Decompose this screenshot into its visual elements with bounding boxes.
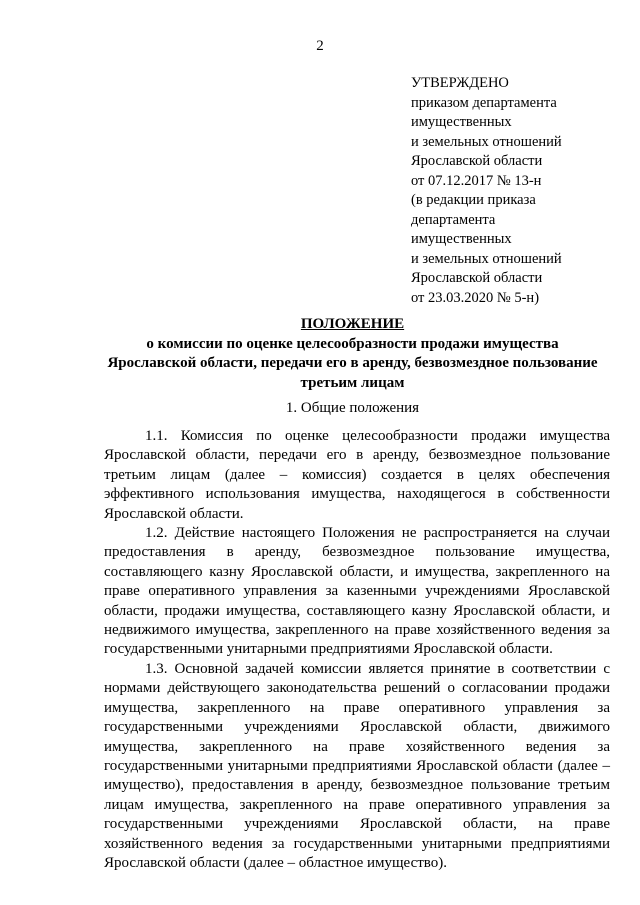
title-main: ПОЛОЖЕНИЕ	[300, 316, 405, 332]
document-title	[100, 315, 605, 393]
section-heading: 1. Общие положения	[285, 400, 420, 416]
approval-line: приказом департамента	[411, 94, 557, 111]
page-number: 2	[316, 38, 324, 54]
approval-line: имущественных	[411, 231, 512, 247]
approval-line: УТВЕРЖДЕНО	[411, 75, 509, 91]
approval-line: и земельных отношений	[411, 133, 562, 150]
approval-stamp	[411, 74, 631, 308]
approval-line: и земельных отношений	[411, 250, 562, 267]
paragraph-1-3: 1.3. Основной задачей комиссии является принятие в соответствии с нормами действующего законодательства решений о согласовании продажи имущества, закрепленного на праве оперативного управления за государственными учреждениями Ярославской области, движимого имущества, закрепленного на праве хозяйственного ведения за государственными унитарными предприятиями Ярославской области (далее – имущество), предоставления в аренду, безвозмездное пользование третьим лицам имущества, закрепленного на праве оперативного управления за государственными учреждениями Ярославской области, на праве хозяйственного ведения за государственными унитарными предприятиями Ярославской области (далее – областное имущество).	[104, 660, 610, 871]
section-body	[104, 427, 610, 873]
paragraph-1-2: 1.2. Действие настоящего Положения не распространяется на случаи предоставления в аренду, безвозмездное пользование имущества, составляющего казну Ярославской области, и имущества, закрепленного на праве оперативного управления за казенными учреждениями Ярославской области, продажи имущества, составляющего казну Ярославской области, и недвижимого имущества, закрепленного на праве хозяйственного ведения за государственными унитарными предприятиями Ярославской области.	[104, 525, 610, 658]
paragraph-1-1: 1.1. Комиссия по оценке целесообразности продажи имущества Ярославской области, передачи его в аренду, безвозмездное пользование третьим лицам (далее – комиссия) создается в целях обеспечения эффективного использования имущества, находящегося в собственности Ярославской области.	[104, 428, 610, 522]
approval-line: (в редакции приказа	[411, 192, 536, 208]
approval-line: от 23.03.2020 № 5-н)	[411, 289, 540, 306]
approval-line: департамента	[411, 211, 496, 228]
approval-line: от 07.12.2017 № 13-н	[411, 172, 542, 189]
approval-line: Ярославской области	[411, 153, 543, 169]
approval-line: имущественных	[411, 114, 512, 130]
approval-line: Ярославской области	[411, 270, 543, 286]
title-subtitle-line: о комиссии по оценке целесообразности продажи имущества	[146, 335, 559, 352]
title-subtitle-line: Ярославской области, передачи его в аренду, безвозмездное пользование	[107, 355, 598, 371]
title-subtitle-line: третьим лицам	[300, 374, 405, 391]
